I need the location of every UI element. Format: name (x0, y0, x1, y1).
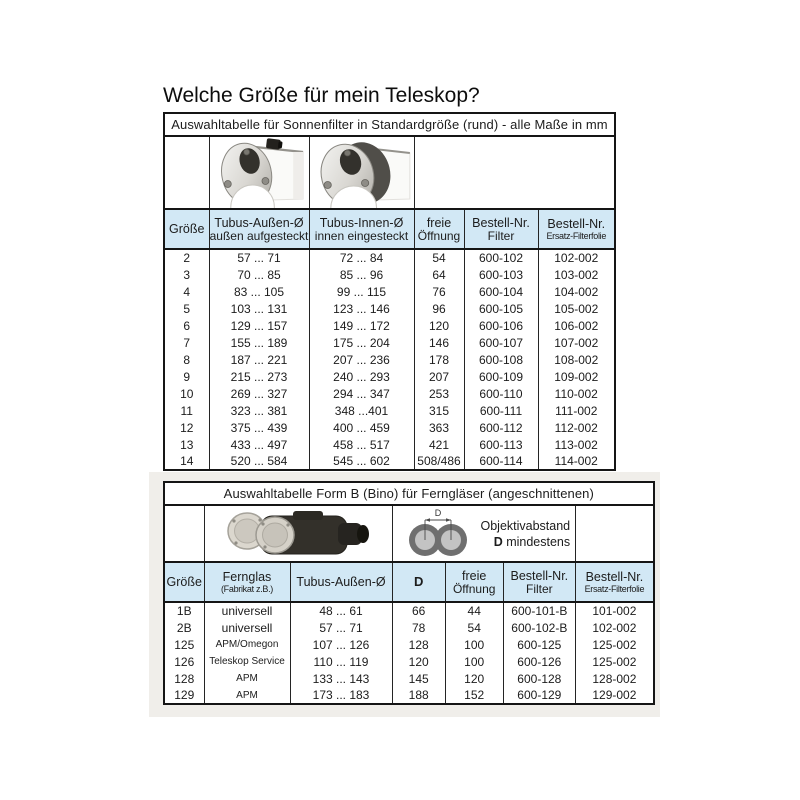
header-sublabel: Öffnung (417, 228, 461, 243)
table-cell: 128 (392, 636, 445, 653)
table-cell: 600-102 (464, 249, 538, 266)
header-label: Tubus-Außen-Ø (296, 575, 386, 589)
table-cell: 215 ... 273 (209, 368, 309, 385)
table-cell: 240 ... 293 (309, 368, 414, 385)
table-cell: 54 (414, 249, 464, 266)
table-cell: 10 (180, 386, 194, 401)
column-header-freie-oeffnung (414, 209, 464, 249)
header-sublabel: Ersatz-Filterfolie (584, 583, 645, 594)
table-cell: 123 ... 146 (309, 300, 414, 317)
table-cell: 545 ... 602 (309, 453, 414, 470)
table-cell: 76 (414, 283, 464, 300)
empty-cell (164, 505, 204, 562)
header-label: Fernglas (222, 569, 272, 584)
empty-cell (576, 505, 654, 562)
table-row (164, 300, 615, 317)
table-cell: 44 (445, 602, 503, 619)
table-cell: 105-002 (538, 300, 615, 317)
table-cell: 99 ... 115 (309, 283, 414, 300)
header-label: Bestell-Nr. (547, 216, 606, 231)
solar-filter-outside-illustration (210, 137, 309, 208)
table-cell: Teleskop Service (204, 653, 290, 670)
bino-table (163, 481, 655, 705)
sonnenfilter-table (163, 112, 616, 471)
table-cell: 600-104 (464, 283, 538, 300)
table-cell: 294 ... 347 (309, 385, 414, 402)
column-header-groesse (164, 562, 204, 602)
table-cell: 207 (414, 368, 464, 385)
column-header-fernglas (204, 562, 290, 602)
table-cell: 348 ...401 (309, 402, 414, 419)
table-cell: 152 (445, 687, 503, 704)
table-cell: 12 (180, 420, 194, 435)
objective-distance-line2 (481, 534, 571, 550)
table-row (164, 602, 654, 619)
header-sublabel: Filter (525, 581, 553, 596)
table-cell: APM (204, 670, 290, 687)
table-cell: 421 (414, 436, 464, 453)
table-cell: 600-106 (464, 317, 538, 334)
table-cell: 600-105 (464, 300, 538, 317)
table-cell: 109-002 (538, 368, 615, 385)
table-cell: 100 (445, 653, 503, 670)
table-cell: 110-002 (538, 385, 615, 402)
header-label: Tubus-Innen-Ø (319, 215, 404, 230)
table-cell: 120 (392, 653, 445, 670)
table-cell: 145 (392, 670, 445, 687)
table-cell: 57 ... 71 (290, 619, 392, 636)
table-cell: 54 (445, 619, 503, 636)
binoculars-image (205, 506, 392, 561)
table-cell: 600-101-B (503, 602, 576, 619)
table-row (164, 436, 615, 453)
table-cell: 508/486 (414, 453, 464, 470)
table-cell: 7 (183, 335, 191, 350)
header-row (164, 209, 615, 249)
bino-table-body (164, 602, 654, 704)
table-cell: 600-113 (464, 436, 538, 453)
table-cell: 100 (445, 636, 503, 653)
header-label: Bestell-Nr. (510, 568, 569, 583)
table-cell: 9 (183, 369, 191, 384)
table-row (164, 419, 615, 436)
table-cell: 101-002 (576, 602, 654, 619)
table-cell: 66 (392, 602, 445, 619)
table-cell: 2 (183, 251, 191, 265)
column-header-bestellnr-ersatz (576, 562, 654, 602)
table-cell: 113-002 (538, 436, 615, 453)
table-cell: APM (204, 687, 290, 704)
header-label: freie (462, 568, 487, 583)
header-label: Bestell-Nr. (472, 215, 530, 230)
table-cell: 57 ... 71 (209, 249, 309, 266)
table-cell: 600-125 (503, 636, 576, 653)
column-header-bestellnr-ersatz (538, 209, 615, 249)
objective-distance-line1: Objektivabstand (480, 518, 571, 533)
table-cell: 129-002 (576, 687, 654, 704)
table-cell: 102-002 (576, 619, 654, 636)
d-bold: D (493, 534, 503, 549)
binoculars-illustration (223, 509, 373, 559)
table-cell: 188 (392, 687, 445, 704)
table-cell: 600-126 (503, 653, 576, 670)
table-cell: 6 (183, 318, 191, 333)
column-header-bestellnr-filter (464, 209, 538, 249)
two-lens-distance-illustration (399, 507, 481, 561)
table-cell: 600-128 (503, 670, 576, 687)
table-cell: 125-002 (576, 653, 654, 670)
table-row (164, 334, 615, 351)
table-cell: 110 ... 119 (290, 653, 392, 670)
table-cell: 125 (174, 637, 195, 652)
column-header-tubus-aussen (290, 562, 392, 602)
table-cell: 13 (180, 437, 194, 452)
table-row (164, 402, 615, 419)
empty-cell (164, 136, 209, 209)
table-cell: 600-108 (464, 351, 538, 368)
table-cell: 133 ... 143 (290, 670, 392, 687)
table-row (164, 385, 615, 402)
photo-row (164, 505, 654, 562)
table-cell: 3 (183, 267, 191, 282)
header-sublabel: Öffnung (452, 581, 496, 596)
header-sublabel: Ersatz-Filterfolie (546, 230, 607, 241)
column-header-tubus-aussen (209, 209, 309, 249)
table-cell: 106-002 (538, 317, 615, 334)
table-cell: 5 (183, 301, 191, 316)
table-cell: 107-002 (538, 334, 615, 351)
table-cell: 2B (176, 620, 192, 635)
table-row (164, 317, 615, 334)
table-row (164, 653, 654, 670)
table-cell: 64 (414, 266, 464, 283)
objective-distance-cell (392, 505, 576, 562)
diagram-d-label: D (434, 507, 441, 518)
table-row (164, 283, 615, 300)
table-cell: 126 (174, 654, 195, 669)
table-cell: 600-111 (464, 402, 538, 419)
table-cell: 155 ... 189 (209, 334, 309, 351)
table-cell: 120 (414, 317, 464, 334)
table-cell: 120 (445, 670, 503, 687)
header-label: freie (426, 215, 452, 230)
table-row (164, 266, 615, 283)
table-cell: 108-002 (538, 351, 615, 368)
header-label: Bestell-Nr. (585, 569, 644, 584)
table-cell: 112-002 (538, 419, 615, 436)
table-row (164, 249, 615, 266)
header-label: Größe (166, 575, 202, 589)
table-cell: universell (204, 602, 290, 619)
table-cell: 104-002 (538, 283, 615, 300)
table-cell: 315 (414, 402, 464, 419)
header-sublabel: Filter (487, 228, 515, 243)
photo-filter-eingesteckt-image (309, 136, 414, 209)
table-row (164, 453, 615, 470)
table-row (164, 687, 654, 704)
table-cell: 600-114 (464, 453, 538, 470)
table-cell: APM/Omegon (204, 636, 290, 653)
table-cell: 187 ... 221 (209, 351, 309, 368)
empty-cell (414, 136, 615, 209)
table-cell: 173 ... 183 (290, 687, 392, 704)
table-cell: 78 (392, 619, 445, 636)
table-cell: 207 ... 236 (309, 351, 414, 368)
photo-row (164, 136, 615, 209)
solar-filter-inside-illustration (310, 137, 414, 208)
table-cell: 129 (174, 688, 195, 702)
column-header-bestellnr-filter (503, 562, 576, 602)
table-row (164, 636, 654, 653)
column-header-groesse (164, 209, 209, 249)
table-row (164, 619, 654, 636)
header-label: Tubus-Außen-Ø (214, 215, 304, 230)
table-caption-row (164, 482, 654, 505)
table-caption: Auswahltabelle Form B (Bino) für Ferngläser (angeschnittenen) (164, 482, 654, 505)
table-cell: 1B (176, 604, 192, 618)
sonnenfilter-table-body (164, 249, 615, 470)
table-cell: 125-002 (576, 636, 654, 653)
table-row (164, 368, 615, 385)
table-cell: 600-129 (503, 687, 576, 704)
header-sublabel: (Fabrikat z.B.) (220, 583, 273, 594)
table-cell: 600-112 (464, 419, 538, 436)
table-row (164, 670, 654, 687)
table-cell: 102-002 (538, 249, 615, 266)
table-cell: 107 ... 126 (290, 636, 392, 653)
table-cell: 600-107 (464, 334, 538, 351)
table-cell: 175 ... 204 (309, 334, 414, 351)
table-cell: 149 ... 172 (309, 317, 414, 334)
header-sublabel: außen aufgesteckt (209, 228, 309, 243)
table-cell: 96 (414, 300, 464, 317)
table-cell: 114-002 (538, 453, 615, 470)
objective-distance-diagram (393, 506, 576, 561)
table-cell: 600-109 (464, 368, 538, 385)
table-cell: 129 ... 157 (209, 317, 309, 334)
table-cell: 72 ... 84 (309, 249, 414, 266)
table-cell: 146 (414, 334, 464, 351)
table-caption: Auswahltabelle für Sonnenfilter in Standardgröße (rund) - alle Maße in mm (164, 113, 615, 136)
table-cell: 323 ... 381 (209, 402, 309, 419)
table-cell: 103-002 (538, 266, 615, 283)
table-cell: universell (204, 619, 290, 636)
table-cell: 11 (180, 403, 193, 418)
table-cell: 128 (174, 671, 195, 686)
table-cell: 83 ... 105 (209, 283, 309, 300)
table-cell: 8 (183, 352, 191, 367)
table-cell: 128-002 (576, 670, 654, 687)
table-cell: 375 ... 439 (209, 419, 309, 436)
header-label: D (413, 574, 424, 589)
table-cell: 600-110 (464, 385, 538, 402)
table-cell: 458 ... 517 (309, 436, 414, 453)
table-cell: 600-103 (464, 266, 538, 283)
table-cell: 103 ... 131 (209, 300, 309, 317)
table-row (164, 351, 615, 368)
column-header-freie-oeffnung (445, 562, 503, 602)
header-row (164, 562, 654, 602)
table-cell: 363 (414, 419, 464, 436)
table-cell: 520 ... 584 (209, 453, 309, 470)
table-cell: 14 (180, 454, 194, 468)
page-title: Welche Größe für mein Teleskop? (163, 84, 480, 107)
table-cell: 70 ... 85 (209, 266, 309, 283)
table-caption-row (164, 113, 615, 136)
table-cell: 253 (414, 385, 464, 402)
header-sublabel: innen eingesteckt (314, 228, 409, 243)
table-cell: 85 ... 96 (309, 266, 414, 283)
table-cell: 111-002 (538, 402, 615, 419)
table-cell: 433 ... 497 (209, 436, 309, 453)
table-cell: 600-102-B (503, 619, 576, 636)
binoculars-photo-cell (204, 505, 392, 562)
table-cell: 178 (414, 351, 464, 368)
header-label: Größe (169, 222, 205, 236)
table-cell: 269 ... 327 (209, 385, 309, 402)
photo-filter-aufgesteckt-image (209, 136, 309, 209)
mindestens-text: mindestens (502, 534, 571, 549)
column-header-tubus-innen (309, 209, 414, 249)
column-header-d (392, 562, 445, 602)
table-cell: 400 ... 459 (309, 419, 414, 436)
table-cell: 4 (183, 284, 191, 299)
objective-distance-label (481, 518, 576, 550)
table-cell: 48 ... 61 (290, 602, 392, 619)
